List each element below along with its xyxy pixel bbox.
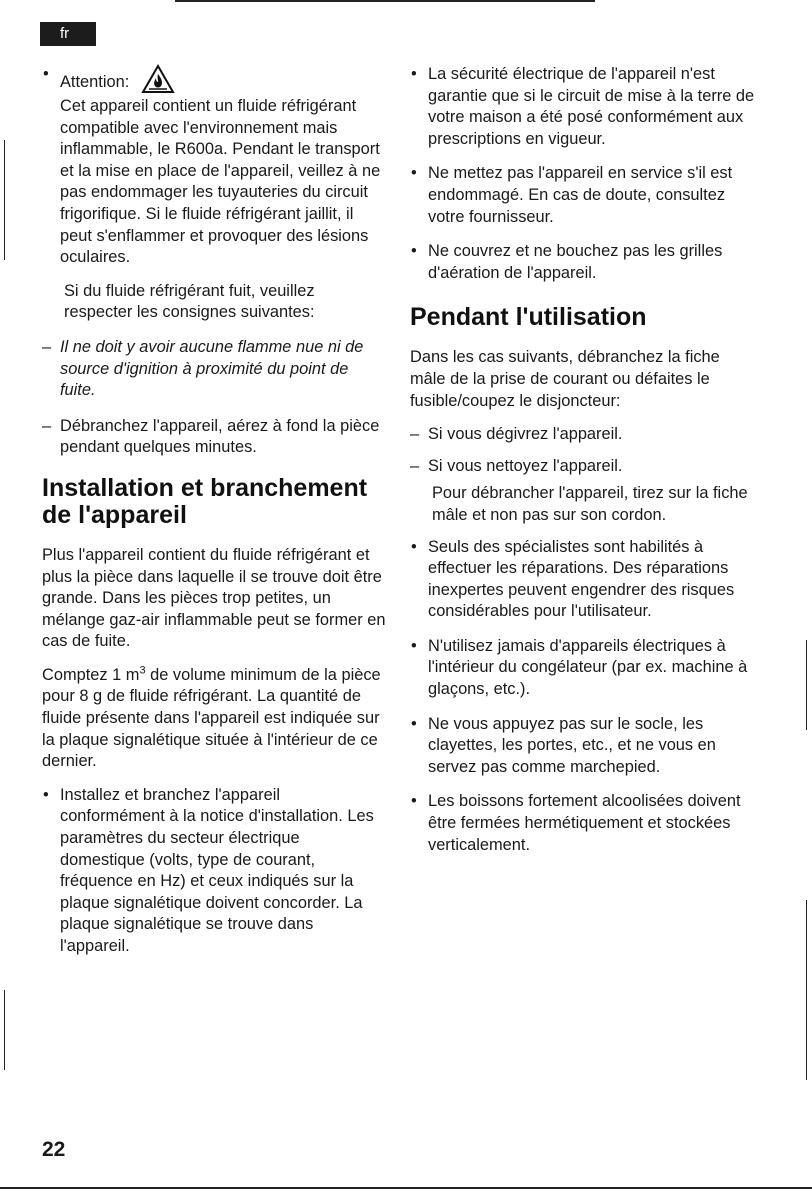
section-heading: Pendant l'utilisation [410, 303, 647, 332]
left-margin-mark [4, 990, 5, 1070]
right-margin-mark [806, 900, 807, 1080]
list-item: – Si vous nettoyez l'appareil. [410, 456, 623, 475]
list-item-text: Si vous nettoyez l'appareil. [428, 456, 623, 475]
left-margin-mark [4, 140, 5, 260]
attention-block [42, 64, 387, 324]
paragraph: Pour débrancher l'appareil, tirez sur la fiche mâle et non pas sur son cordon. [432, 484, 748, 524]
list-item-text: Seuls des spécialistes sont habilités à effectuer les réparations. Des réparations inexpertes peuvent engendrer des risques considérables pour l'utilisateur. [428, 537, 735, 621]
left-column [42, 64, 387, 971]
paragraph: Plus l'appareil contient du fluide réfrigérant et plus la pièce dans laquelle il se trouve doit être grande. Dans les pièces trop petites, un mélange gaz-air inflammable peut se former en cas de fuite. [42, 545, 386, 651]
section-heading: Installation et branchement de l'appareil [42, 473, 368, 529]
page-number: 22 [42, 1138, 66, 1161]
list-item: – Débranchez l'appareil, aérez à fond la pièce pendant quelques minutes. [42, 416, 380, 457]
list-item-text: N'utilisez jamais d'appareils électriques à l'intérieur du congélateur (par ex. machine à glaçons, etc.). [428, 636, 748, 699]
language-tab: fr [40, 22, 96, 46]
top-rule [175, 0, 595, 2]
attention-text-2: Si du fluide réfrigérant fuit, veuillez respecter les consignes suivantes: [64, 281, 315, 322]
list-item-text: Les boissons fortement alcoolisées doivent être fermées hermétiquement et stockées verticalement. [428, 792, 741, 854]
bottom-rule [0, 1187, 812, 1189]
list-item: – Il ne doit y avoir aucune flamme nue ni de source d'ignition à proximité du point de fuite. [42, 337, 364, 400]
list-item-text: Il ne doit y avoir aucune flamme nue ni de source d'ignition à proximité du point de fuite. [60, 337, 364, 400]
list-item [410, 537, 755, 623]
list-item-text: La sécurité électrique de l'appareil n'est garantie que si le circuit de mise à la terre de votre maison a été posé conformément aux prescriptions en vigueur. [428, 65, 755, 148]
right-column [410, 64, 755, 869]
paragraph: Comptez 1 $m^3$ de volume minimum de la pièce pour 8 g de fluide réfrigérant. La quantité de fluide présente dans l'appareil est indiquée sur la plaque signalétique située à l'intérieur de ce dernier. [42, 664, 381, 771]
list-item [410, 714, 755, 779]
paragraph: Dans les cas suivants, débranchez la fiche mâle de la prise de courant ou défaites le fusible/coupez le disjoncteur: [410, 348, 720, 410]
attention-text: Cet appareil contient un fluide réfrigérant compatible avec l'environnement mais inflammable, le R600a. Pendant le transport et la mise en place de l'appareil, veillez à ne pas endommager les tuyauteries du circuit frigorifique. Si le fluide réfrigérant jaillit, il peut s'enflammer et provoquer des lésions oculaires. [60, 97, 381, 267]
list-item [410, 163, 755, 228]
right-margin-mark [806, 640, 807, 730]
list-item-text: Si vous dégivrez l'appareil. [428, 425, 623, 444]
flammable-warning-icon [141, 64, 175, 94]
attention-row [60, 64, 387, 94]
list-item [410, 791, 755, 856]
list-item-text: Débranchez l'appareil, aérez à fond la pièce pendant quelques minutes. [60, 416, 380, 457]
list-item-text: Ne mettez pas l'appareil en service s'il est endommagé. En cas de doute, consultez votre fournisseur. [428, 164, 733, 226]
list-item: – Si vous dégivrez l'appareil. [410, 425, 623, 444]
list-item [410, 64, 755, 150]
list-item [42, 785, 387, 958]
list-item [410, 636, 755, 701]
list-item-text: Ne vous appuyez pas sur le socle, les clayettes, les portes, etc., et ne vous en servez pas comme marchepied. [428, 714, 716, 776]
attention-label: • Attention: [60, 73, 130, 92]
list-item [410, 241, 755, 284]
list-item-text: Ne couvrez et ne bouchez pas les grilles d'aération de l'appareil. [428, 242, 723, 282]
list-item-text: Installez et branchez l'appareil conformément à la notice d'installation. Les paramètres du secteur électrique domestique (volts, type de courant, fréquence en Hz) et ceux indiqués sur la plaque signalétique doivent concorder. La plaque signalétique se trouve dans l'appareil. [60, 785, 374, 955]
